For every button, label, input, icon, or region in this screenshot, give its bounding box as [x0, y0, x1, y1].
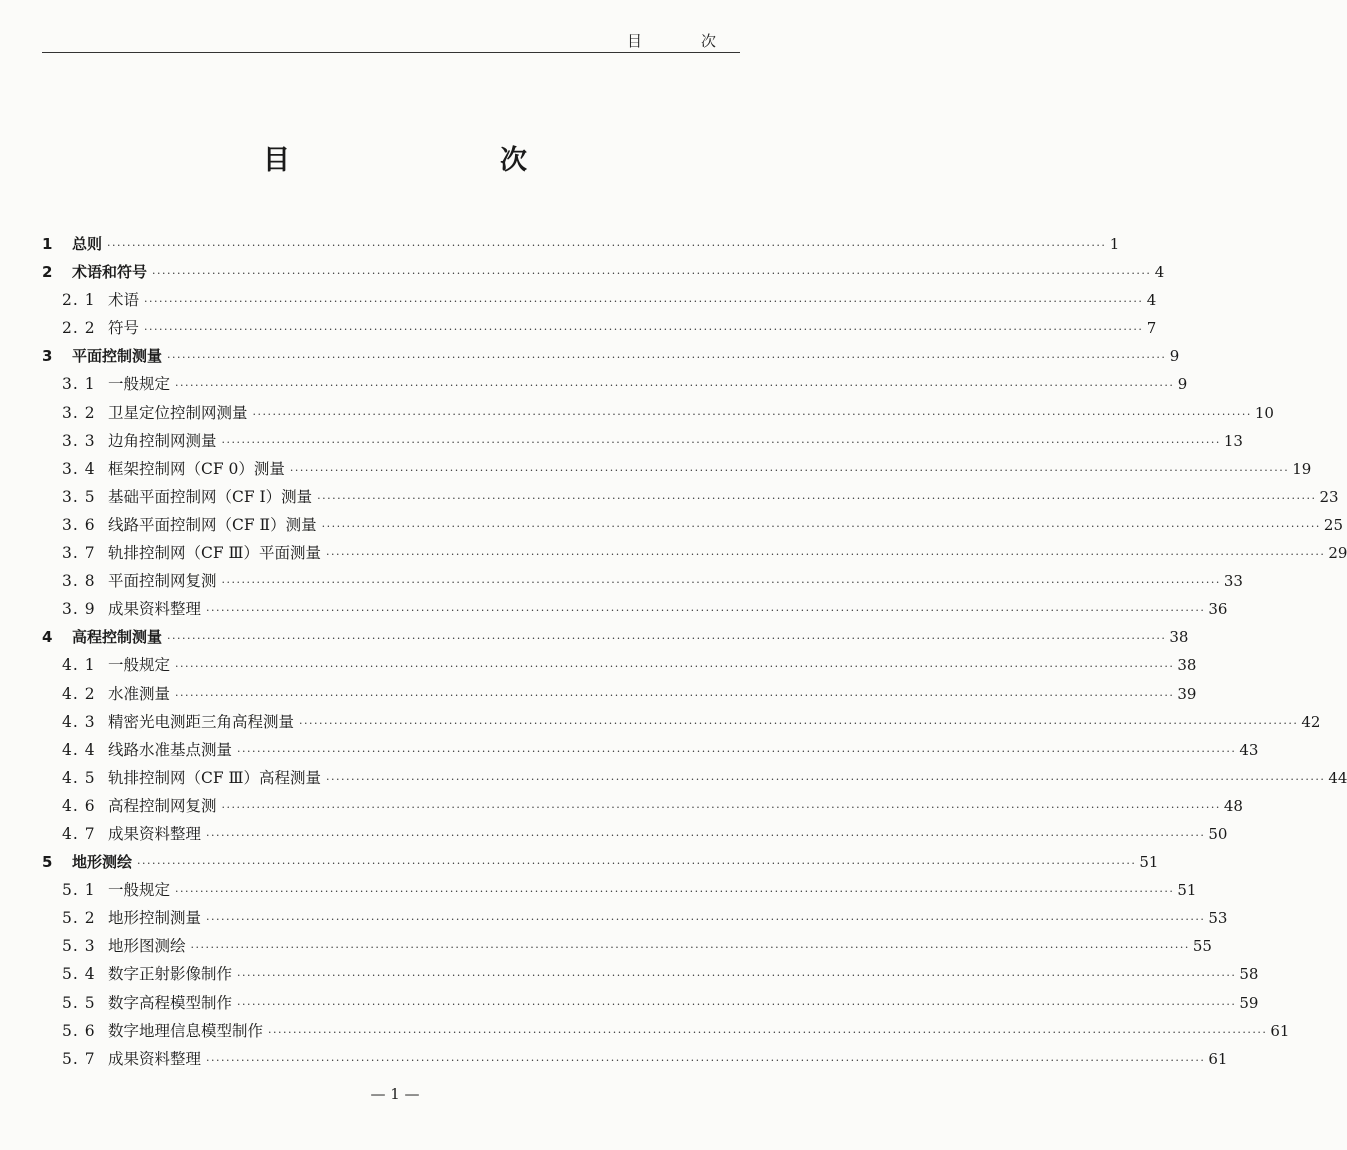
toc-entry[interactable] [42, 848, 1159, 876]
toc-entry[interactable] [42, 567, 1243, 595]
toc-entry[interactable] [42, 230, 1120, 258]
toc-entry-title: 成果资料整理 [108, 1049, 202, 1068]
toc-entry-number: 3 [42, 347, 53, 366]
toc-entry[interactable] [42, 314, 1157, 342]
dot-leader: ········································································································································································································ [299, 716, 1299, 730]
toc-entry-title: 总则 [72, 235, 103, 253]
toc-entry-page: 51 [1177, 881, 1197, 900]
toc-entry-page: 48 [1223, 796, 1243, 815]
dot-leader: ········································································································································································································ [326, 548, 1326, 562]
toc-entry-number: 5. 2 [62, 909, 96, 928]
toc-entry-page: 55 [1192, 937, 1212, 956]
toc-entry-number: 2. 1 [62, 291, 96, 310]
toc-entry[interactable] [42, 342, 1180, 370]
toc-entry-page: 4 [1154, 263, 1165, 282]
toc-entry-number: 5. 5 [62, 993, 96, 1012]
toc-entry-page: 59 [1239, 993, 1259, 1012]
toc-entry[interactable] [42, 989, 1259, 1017]
toc-entry[interactable] [42, 904, 1228, 932]
toc-entry-page: 33 [1223, 572, 1243, 591]
toc-entry-number: 3. 8 [62, 572, 96, 591]
page-title: 目 次 [263, 145, 579, 176]
toc-entry[interactable] [42, 427, 1243, 455]
toc-entry-title: 线路水准基点测量 [108, 740, 233, 759]
dot-leader: ········································································································································································································ [321, 519, 1321, 533]
toc-entry-number: 3. 2 [62, 403, 96, 422]
toc-entry-number: 3. 4 [62, 459, 96, 478]
dot-leader: ········································································································································································································ [152, 267, 1152, 281]
toc-entry-page: 58 [1239, 965, 1259, 984]
toc-entry-title: 一般规定 [108, 881, 171, 900]
toc-entry-title: 卫星定位控制网测量 [108, 403, 248, 422]
dot-leader: ········································································································································································································ [175, 660, 1175, 674]
toc-entry-page: 13 [1223, 431, 1243, 450]
toc-entry-page: 50 [1208, 824, 1228, 843]
toc-entry-number: 3. 7 [62, 544, 96, 563]
dot-leader: ········································································································································································································ [221, 800, 1221, 814]
toc-entry[interactable] [42, 932, 1212, 960]
toc-entry-number: 3. 5 [62, 487, 96, 506]
toc-entry-title: 地形控制测量 [108, 909, 202, 928]
toc-entry-title: 高程控制网复测 [108, 796, 217, 815]
toc-entry-title: 水准测量 [108, 684, 171, 703]
dot-leader: ········································································································································································································ [167, 632, 1167, 646]
dot-leader: ········································································································································································································ [289, 463, 1290, 477]
dot-leader: ········································································································································································································ [107, 239, 1107, 252]
toc-entry[interactable] [42, 708, 1321, 736]
page-number: — 1 — [370, 1085, 420, 1103]
toc-entry[interactable] [42, 651, 1197, 679]
toc-entry[interactable] [42, 960, 1259, 988]
toc-entry-number: 1 [42, 235, 53, 253]
toc-entry-page: 7 [1146, 319, 1157, 338]
dot-leader: ········································································································································································································ [144, 323, 1144, 337]
toc-entry-number: 3. 6 [62, 515, 96, 534]
toc-entry-title: 轨排控制网（CF Ⅲ）平面测量 [108, 544, 321, 563]
toc-entry-page: 44 [1328, 768, 1347, 787]
toc-entry-title: 地形图测绘 [108, 937, 186, 956]
toc-entry-number: 4. 2 [62, 684, 96, 703]
toc-entry-title: 框架控制网（CF 0）测量 [108, 459, 285, 478]
toc-entry[interactable] [42, 286, 1157, 314]
toc-entry-page: 25 [1323, 515, 1343, 534]
toc-entry-number: 5. 1 [62, 881, 96, 900]
toc-entry[interactable] [42, 370, 1188, 398]
toc-entry-number: 5. 6 [62, 1021, 96, 1040]
toc-entry-title: 精密光电测距三角高程测量 [108, 712, 295, 731]
toc-entry-title: 术语和符号 [72, 263, 148, 282]
toc-entry-page: 39 [1177, 684, 1197, 703]
dot-leader: ········································································································································································································ [237, 969, 1237, 983]
toc-entry-title: 基础平面控制网（CF Ⅰ）测量 [108, 487, 313, 506]
toc-entry[interactable] [42, 792, 1243, 820]
dot-leader: ········································································································································································································ [252, 407, 1252, 421]
toc-entry-title: 成果资料整理 [108, 600, 202, 619]
toc-entry-number: 3. 1 [62, 375, 96, 394]
toc-entry-number: 5. 7 [62, 1049, 96, 1068]
dot-leader: ········································································································································································································ [206, 913, 1206, 927]
toc-entry-title: 符号 [108, 319, 140, 338]
toc-entry-title: 术语 [108, 291, 140, 310]
toc-entry-title: 数字高程模型制作 [108, 993, 233, 1012]
toc-entry-title: 地形测绘 [72, 853, 133, 872]
toc-entry-title: 一般规定 [108, 375, 171, 394]
toc-entry-page: 19 [1292, 459, 1312, 478]
toc-entry-title: 成果资料整理 [108, 824, 202, 843]
dot-leader: ········································································································································································································ [167, 351, 1167, 365]
dot-leader: ········································································································································································································ [206, 828, 1206, 842]
toc-entry-page: 61 [1208, 1049, 1228, 1068]
toc-entry-number: 4. 3 [62, 712, 96, 731]
toc-entry[interactable] [42, 820, 1228, 848]
toc-entry-title: 平面控制测量 [72, 347, 163, 366]
toc-entry[interactable] [42, 764, 1347, 792]
toc-entry[interactable] [42, 483, 1339, 511]
dot-leader: ········································································································································································································ [237, 744, 1237, 758]
toc-entry-page: 42 [1301, 712, 1321, 731]
toc-entry-number: 2. 2 [62, 319, 96, 338]
toc-entry-page: 61 [1270, 1021, 1290, 1040]
toc-entry-title: 数字地理信息模型制作 [108, 1021, 264, 1040]
dot-leader: ········································································································································································································ [221, 435, 1221, 449]
dot-leader: ········································································································································································································ [144, 295, 1144, 309]
toc-entry-title: 边角控制网测量 [108, 431, 217, 450]
toc-entry[interactable] [42, 1045, 1228, 1073]
dot-leader: ········································································································································································································ [268, 1025, 1268, 1039]
toc-entry-number: 5. 4 [62, 965, 96, 984]
toc-entry-page: 10 [1254, 403, 1274, 422]
toc-entry-page: 38 [1177, 656, 1197, 675]
toc-entry-title: 数字正射影像制作 [108, 965, 233, 984]
toc-entry-page: 29 [1328, 544, 1347, 563]
toc-entry-page: 43 [1239, 740, 1259, 759]
toc-entry-number: 4 [42, 628, 53, 647]
dot-leader: ········································································································································································································ [221, 576, 1221, 590]
toc-entry-number: 4. 7 [62, 824, 96, 843]
toc-entry-page: 53 [1208, 909, 1228, 928]
toc-entry-number: 5 [42, 853, 53, 872]
toc-entry-number: 4. 5 [62, 768, 96, 787]
dot-leader: ········································································································································································································ [175, 688, 1175, 702]
dot-leader: ········································································································································································································ [175, 885, 1175, 899]
toc-entry-page: 51 [1139, 853, 1159, 872]
toc-entry[interactable] [42, 258, 1165, 286]
toc-entry-number: 4. 1 [62, 656, 96, 675]
toc-entry[interactable] [42, 511, 1343, 539]
table-of-contents [42, 230, 1347, 1073]
dot-leader: ········································································································································································································ [190, 941, 1190, 955]
toc-entry-title: 轨排控制网（CF Ⅲ）高程测量 [108, 768, 321, 787]
toc-entry[interactable] [42, 680, 1197, 708]
toc-entry[interactable] [42, 1017, 1290, 1045]
toc-entry-number: 2 [42, 263, 53, 282]
dot-leader: ········································································································································································································ [206, 1053, 1206, 1067]
toc-entry[interactable] [42, 399, 1274, 427]
toc-entry-page: 36 [1208, 600, 1228, 619]
toc-entry-number: 3. 3 [62, 431, 96, 450]
toc-entry-page: 1 [1109, 235, 1120, 253]
running-head: 目 次 [626, 32, 738, 50]
dot-leader: ········································································································································································································ [237, 997, 1237, 1011]
toc-entry-number: 4. 4 [62, 740, 96, 759]
dot-leader: ········································································································································································································ [175, 379, 1175, 393]
toc-entry-title: 线路平面控制网（CF Ⅱ）测量 [108, 515, 317, 534]
toc-entry-number: 3. 9 [62, 600, 96, 619]
toc-entry-page: 38 [1169, 628, 1189, 647]
toc-entry-title: 一般规定 [108, 656, 171, 675]
toc-entry[interactable] [42, 539, 1347, 567]
toc-entry[interactable] [42, 623, 1189, 651]
header-rule [42, 52, 740, 53]
toc-entry-page: 23 [1319, 487, 1339, 506]
toc-entry-number: 4. 6 [62, 796, 96, 815]
toc-entry-page: 4 [1146, 291, 1157, 310]
toc-entry[interactable] [42, 455, 1312, 483]
toc-entry[interactable] [42, 595, 1228, 623]
toc-entry[interactable] [42, 736, 1259, 764]
dot-leader: ········································································································································································································ [326, 772, 1326, 786]
dot-leader: ········································································································································································································ [137, 857, 1137, 871]
dot-leader: ········································································································································································································ [317, 491, 1317, 505]
toc-entry[interactable] [42, 876, 1197, 904]
dot-leader: ········································································································································································································ [206, 604, 1206, 618]
toc-entry-title: 高程控制测量 [72, 628, 163, 647]
toc-entry-title: 平面控制网复测 [108, 572, 217, 591]
toc-entry-page: 9 [1169, 347, 1180, 366]
toc-entry-number: 5. 3 [62, 937, 96, 956]
toc-entry-page: 9 [1177, 375, 1188, 394]
